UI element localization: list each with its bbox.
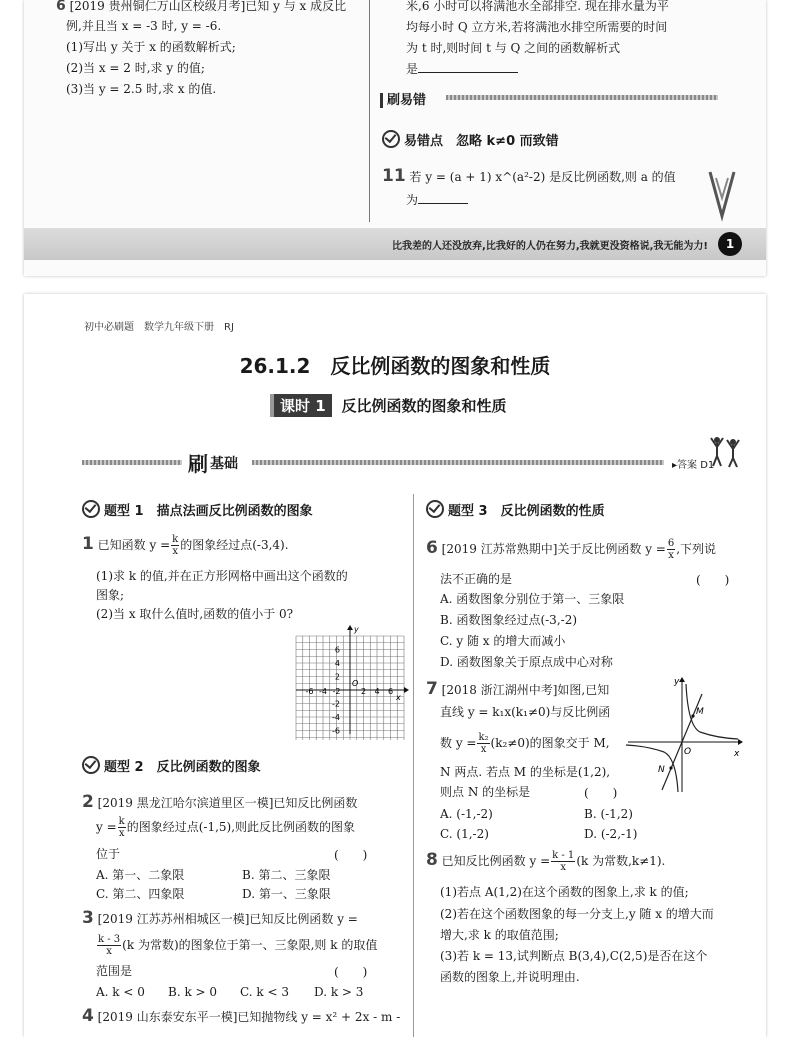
- q1-number: 1: [82, 534, 94, 554]
- motto-bar: [24, 228, 766, 260]
- lesson-tag: 课时 1: [270, 394, 332, 417]
- q6-answer-paren[interactable]: ( ): [696, 573, 730, 587]
- q7-option-c[interactable]: C. (1,-2): [440, 827, 489, 841]
- fig7-hyperbola-q1: [686, 684, 738, 739]
- top-right-line3: 为 t 时,则时间 t 与 Q 之间的函数解析式: [406, 41, 621, 55]
- q2-line2: y = $\frac{k}{x}$ 的图象经过点(-1,5),则此反比例函数的图象: [96, 816, 356, 839]
- grid-y-tick: 6: [334, 645, 340, 655]
- q6-fraction: $\frac{6}{x}$: [667, 538, 675, 561]
- top-q6-number: 6: [56, 0, 66, 14]
- shua-yicuo-header: [380, 89, 722, 108]
- q6-option-b[interactable]: B. 函数图象经过点(-3,-2): [440, 613, 578, 627]
- yicuo-point-head: 易错点 忽略 k≠0 而致错: [382, 130, 559, 149]
- q2-number: 2: [82, 792, 94, 812]
- top-q6-line2: 例,并且当 x = -3 时, y = -6.: [66, 19, 222, 33]
- coordinate-grid[interactable]: [284, 624, 410, 740]
- grid-y-tick: 2: [334, 672, 340, 682]
- q6-option-a[interactable]: A. 函数图象分别位于第一、三象限: [440, 592, 625, 606]
- section-title: 26.1.2 反比例函数的图象和性质: [239, 354, 551, 378]
- shua-yicuo-label: 刷易错: [380, 93, 426, 108]
- q8-sub3b: 函数的图象上,并说明理由.: [440, 970, 580, 984]
- grid-y-tick: -4: [332, 713, 340, 722]
- main-page: [24, 294, 766, 1037]
- q3-answer-paren[interactable]: ( ): [334, 965, 368, 979]
- fig7-y-label: y: [674, 677, 680, 687]
- q2-line3: 位于: [96, 847, 121, 861]
- q3-option-a[interactable]: A. k < 0: [96, 985, 145, 999]
- q7-figure: [622, 676, 746, 796]
- lesson-header: [270, 394, 507, 417]
- top-q6-line3: (1)写出 y 关于 x 的函数解析式;: [66, 40, 236, 54]
- q7-line3: 数 y = $\frac{\text{k₂}}{x}$ (k₂≠0)的图象交于 M,: [440, 732, 610, 755]
- q8-fraction: $\frac{k - 1}{x}$: [552, 850, 575, 873]
- q8-sub3a: (3)若 k = 13,试判断点 B(3,4),C(2,5)是否在这个: [440, 949, 708, 963]
- fig7-x-arrow: [738, 739, 743, 745]
- q1-sub1b: 图象;: [96, 588, 125, 602]
- q2-option-b[interactable]: B. 第二、三象限: [242, 868, 331, 882]
- top-q11-line2: 为: [406, 190, 468, 210]
- answer-blank[interactable]: [418, 60, 518, 73]
- top-q6-line4: (2)当 x = 2 时,求 y 的值;: [66, 61, 205, 75]
- q7-line1: 7 [2018 浙江湖州中考]如图,已知: [426, 679, 610, 699]
- shua-label: 刷: [188, 452, 208, 476]
- top-q6-line5: (3)当 y = 2.5 时,求 x 的值.: [66, 82, 217, 96]
- q2-option-c[interactable]: C. 第二、四象限: [96, 887, 185, 901]
- top-q6-line1: 6 [2019 贵州铜仁万山区校级月考]已知 y 与 x 成反比: [56, 0, 347, 14]
- q6-line1: 6 [2019 江苏常熟期中]关于反比例函数 y = $\frac{6}{x}$ ,下列说: [426, 538, 717, 561]
- grid-y-tick: -2: [332, 699, 340, 709]
- q3-number: 3: [82, 908, 94, 928]
- fig7-origin: O: [684, 747, 692, 757]
- q7-answer-paren[interactable]: ( ): [584, 786, 618, 800]
- q3-option-b[interactable]: B. k > 0: [168, 985, 218, 999]
- check-target-icon: [82, 756, 100, 774]
- q3-option-d[interactable]: D. k > 3: [314, 985, 364, 999]
- q7-option-b[interactable]: B. (-1,2): [584, 807, 633, 821]
- top-right-line4: 是: [406, 59, 518, 79]
- grid-y-arrow: [347, 625, 353, 630]
- fig7-point-n: [669, 766, 672, 769]
- q3-fraction: $\frac{k - 3}{x}$: [98, 934, 121, 957]
- q6-option-d[interactable]: D. 函数图象关于原点成中心对称: [440, 655, 613, 669]
- top-right-line2: 均每小时 Q 立方米,若将满池水排空所需要的时间: [406, 20, 668, 34]
- column-divider: [413, 494, 414, 1037]
- top-q11-number: 11: [382, 166, 406, 186]
- grid-y-label: y: [354, 625, 359, 634]
- check-target-icon: [82, 500, 100, 518]
- jichu-bar-left: [82, 460, 182, 465]
- type1-heading: 题型 1 描点法画反比例函数的图象: [82, 500, 313, 519]
- grid-x-arrow: [404, 687, 409, 693]
- q1-sub1a: (1)求 k 的值,并在正方形网格中画出这个函数的: [96, 569, 348, 583]
- q7-fraction: $\frac{\text{k₂}}{x}$: [478, 732, 489, 755]
- grid-x-tick: 6: [387, 687, 394, 696]
- jichu-label: 基础: [210, 456, 238, 472]
- q7-line4: N 两点. 若点 M 的坐标是(1,2),: [440, 765, 611, 779]
- check-target-icon: [382, 130, 400, 148]
- fig7-x-label: x: [734, 749, 740, 759]
- page-number-badge: 1: [718, 232, 742, 256]
- q8-sub2b: 增大,求 k 的取值范围;: [440, 928, 559, 942]
- fig7-m-label: M: [696, 707, 704, 717]
- type3-heading: 题型 3 反比例函数的性质: [426, 500, 605, 519]
- q7-option-a[interactable]: A. (-1,-2): [440, 807, 493, 821]
- grid-x-tick: 2: [360, 687, 367, 696]
- q1-sub2: (2)当 x 取什么值时,函数的值小于 0?: [96, 607, 294, 621]
- type2-heading: 题型 2 反比例函数的图象: [82, 756, 261, 775]
- q4-number: 4: [82, 1006, 94, 1026]
- grid-origin: O: [352, 679, 359, 688]
- q3-line1: 3 [2019 江苏苏州相城区一模]已知反比例函数 y =: [82, 908, 358, 928]
- cheering-figures-icon: [708, 434, 742, 468]
- q7-line2: 直线 y = k₁x(k₁≠0)与反比例函: [440, 705, 611, 719]
- grid-x-tick: 4: [374, 687, 380, 696]
- answer-blank[interactable]: [418, 191, 468, 204]
- q7-number: 7: [426, 679, 438, 699]
- answer-ref[interactable]: ▸答案 D1: [672, 460, 715, 471]
- grid-x-tick: -6: [305, 687, 314, 696]
- q7-line5: 则点 N 的坐标是: [440, 785, 531, 799]
- grid-x-tick: -4: [319, 687, 327, 696]
- q4-line1: 4 [2019 山东泰安东平一模]已知抛物线 y = x² + 2x - m -: [82, 1006, 401, 1026]
- column-divider: [369, 0, 370, 222]
- q3-line3: 范围是: [96, 964, 133, 978]
- q8-sub1: (1)若点 A(1,2)在这个函数的图象上,求 k 的值;: [440, 885, 689, 899]
- q2-option-a[interactable]: A. 第一、二象限: [96, 868, 185, 882]
- grid-x-ticks: [306, 687, 394, 696]
- grid-x-tick: -2: [332, 687, 341, 696]
- q6-line2: 法不正确的是: [440, 572, 513, 586]
- q2-line1: 2 [2019 黑龙江哈尔滨道里区一模]已知反比例函数: [82, 792, 358, 812]
- q8-number: 8: [426, 850, 438, 870]
- shua-jichu-header: [82, 450, 732, 474]
- q2-fraction: $\frac{k}{x}$: [118, 816, 125, 839]
- grid-y-tick: -6: [332, 726, 340, 736]
- clip-mascot-icon: [702, 168, 752, 228]
- top-q11-line1: 11 若 y = (a + 1) x^(a²-2) 是反比例函数,则 a 的值: [382, 166, 676, 186]
- shua-yicuo-bar: [446, 95, 718, 100]
- top-page: [24, 0, 766, 276]
- q7-option-d[interactable]: D. (-2,-1): [584, 827, 638, 841]
- q2-option-d[interactable]: D. 第一、三象限: [242, 887, 331, 901]
- fig7-point-m: [691, 714, 694, 717]
- q2-answer-paren[interactable]: ( ): [334, 848, 368, 862]
- lesson-title: 反比例函数的图象和性质: [341, 397, 507, 415]
- grid-y-tick: 4: [334, 659, 340, 668]
- q3-line2: $\frac{k - 3}{x}$ (k 为常数)的图象位于第一、三象限,则 k 的取值: [98, 934, 378, 957]
- q6-number: 6: [426, 538, 438, 558]
- q6-option-c[interactable]: C. y 随 x 的增大而减小: [440, 634, 566, 648]
- fig7-y-arrow: [679, 677, 685, 682]
- q1-line1: 1 已知函数 y = $\frac{k}{x}$ 的图象经过点(-3,4).: [82, 534, 289, 557]
- motto-text: 比我差的人还没放弃,比我好的人仍在努力,我就更没资格说,我无能为力!: [392, 241, 708, 252]
- jichu-bar-right: [252, 460, 664, 465]
- check-target-icon: [426, 500, 444, 518]
- top-right-line1: 米,6 小时可以将满池水全部排空. 现在排水量为平: [406, 0, 669, 13]
- fig7-n-label: N: [658, 765, 665, 775]
- book-header: 初中必刷题 数学九年级下册 RJ: [84, 322, 234, 333]
- grid-x-label: x: [396, 693, 401, 702]
- q8-line1: 8 已知反比例函数 y = $\frac{k - 1}{x}$ (k 为常数,k≠1).: [426, 850, 666, 873]
- q3-option-c[interactable]: C. k < 3: [240, 985, 289, 999]
- q1-fraction: $\frac{k}{x}$: [172, 534, 179, 557]
- q8-sub2a: (2)若在这个函数图象的每一分支上,y 随 x 的增大而: [440, 907, 714, 921]
